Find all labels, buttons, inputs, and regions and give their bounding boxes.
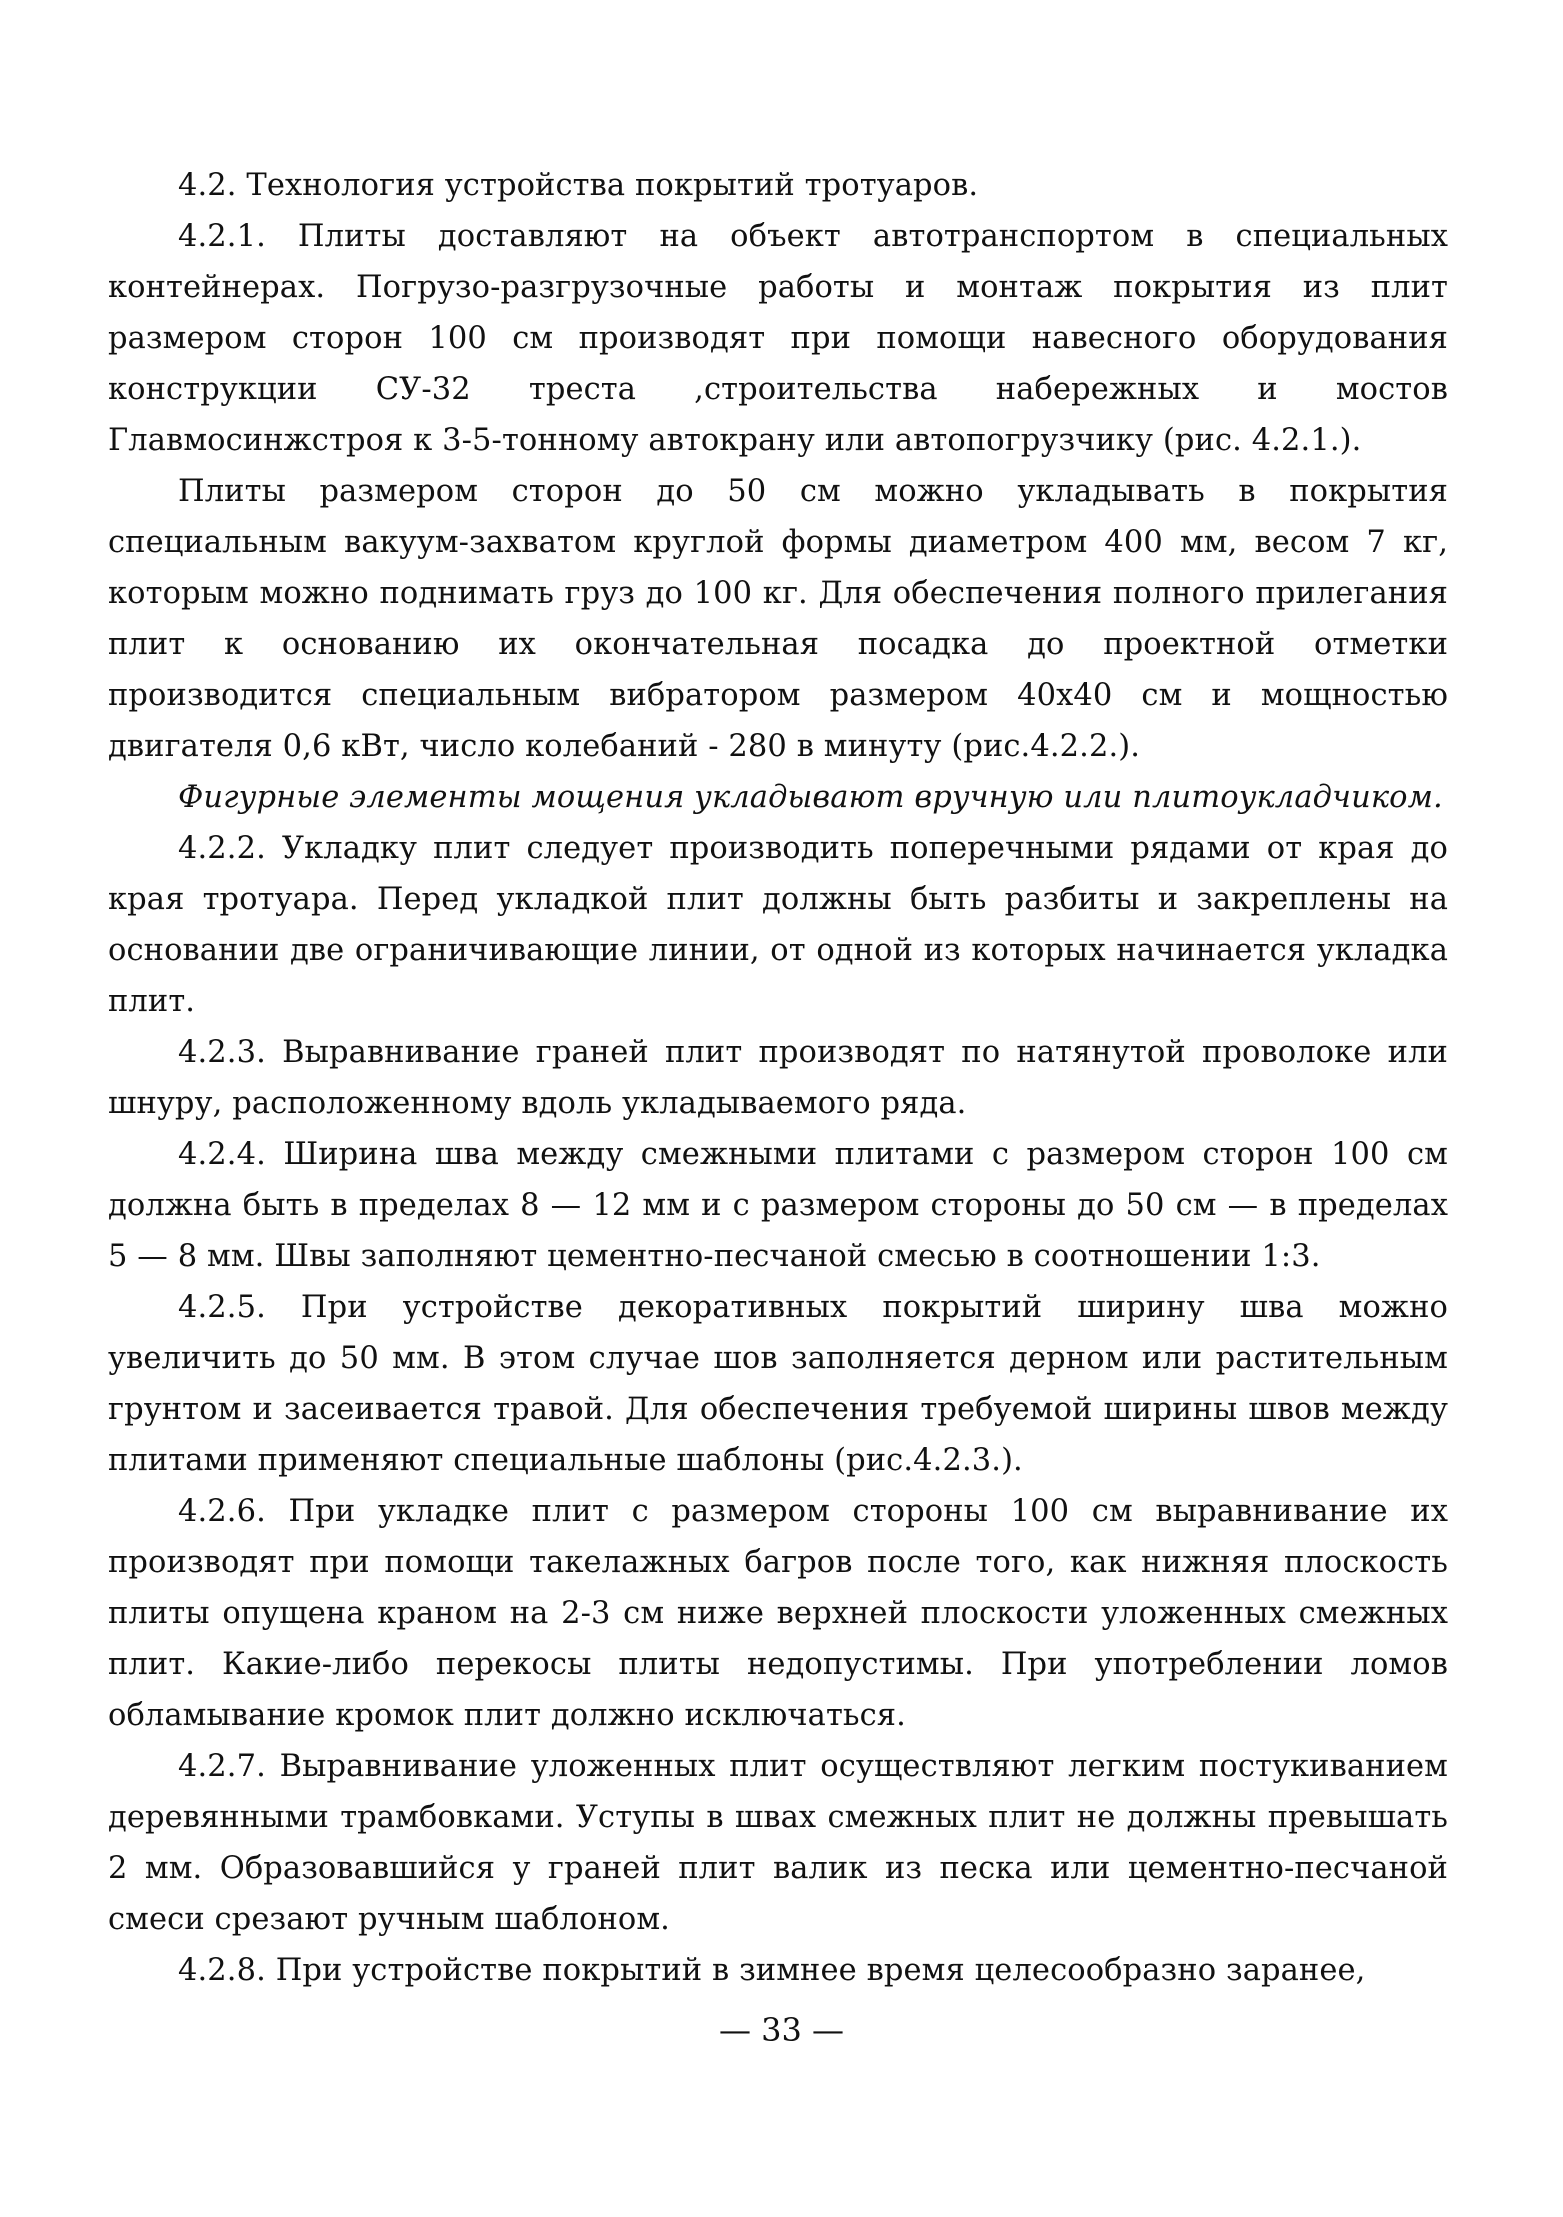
- paragraph-figured-elements: Фигурные элементы мощения укладывают вручную или плитоукладчиком.: [178, 780, 1443, 815]
- paragraph-4-2-8: 4.2.8. При устройстве покрытий в зимнее время целесообразно заранее,: [178, 1953, 1366, 1988]
- section-heading: 4.2. Технология устройства покрытий тротуаров.: [178, 168, 979, 203]
- paragraph-4-2-2: 4.2.2. Укладку плит следует производить поперечными рядами от края до края тротуара. Перед укладкой плит должны быть разбиты и закреплены на основании две ограничивающие линии, от одной из которых начинается укладка плит.: [108, 831, 1448, 1019]
- paragraph-4-2-4: 4.2.4. Ширина шва между смежными плитами с размером сторон 100 см должна быть в пределах 8 — 12 мм и с размером стороны до 50 см — в пределах 5 — 8 мм. Швы заполняют цементно-песчаной смесью в соотношении 1:3.: [108, 1137, 1448, 1274]
- paragraph-4-2-7: 4.2.7. Выравнивание уложенных плит осуществляют легким постукиванием деревянными трамбовками. Уступы в швах смежных плит не должны превышать 2 мм. Образовавшийся у граней плит валик из песка или цементно-песчаной смеси срезают ручным шаблоном.: [108, 1749, 1448, 1937]
- paragraph-4-2-6: 4.2.6. При укладке плит с размером стороны 100 см выравнивание их производят при помощи такелажных багров после того, как нижняя плоскость плиты опущена краном на 2-3 см ниже верхней плоскости уложенных смежных плит. Какие-либо перекосы плиты недопустимы. При употреблении ломов обламывание кромок плит должно исключаться.: [108, 1494, 1448, 1733]
- page-body: [108, 160, 1448, 1996]
- page-number: — 33 —: [718, 2011, 845, 2049]
- paragraph-4-2-3: 4.2.3. Выравнивание граней плит производят по натянутой проволоке или шнуру, расположенному вдоль укладываемого ряда.: [108, 1035, 1448, 1121]
- paragraph-slab-50cm: Плиты размером сторон до 50 см можно укладывать в покрытия специальным вакуум-захватом круглой формы диаметром 400 мм, весом 7 кг, которым можно поднимать груз до 100 кг. Для обеспечения полного прилегания плит к основанию их окончательная посадка до проектной отметки производится специальным вибратором размером 40х40 см и мощностью двигателя 0,6 кВт, число колебаний - 280 в минуту (рис.4.2.2.).: [108, 474, 1448, 764]
- paragraph-4-2-5: 4.2.5. При устройстве декоративных покрытий ширину шва можно увеличить до 50 мм. В этом случае шов заполняется дерном или растительным грунтом и засеивается травой. Для обеспечения требуемой ширины швов между плитами применяют специальные шаблоны (рис.4.2.3.).: [108, 1290, 1448, 1478]
- paragraph-4-2-1: 4.2.1. Плиты доставляют на объект автотранспортом в специальных контейнерах. Погрузо-разгрузочные работы и монтаж покрытия из плит размером сторон 100 см производят при помощи навесного оборудования конструкции СУ-32 треста ,строительства набережных и мостов Главмосинжстроя к 3-5-тонному автокрану или автопогрузчику (рис. 4.2.1.).: [108, 219, 1448, 458]
